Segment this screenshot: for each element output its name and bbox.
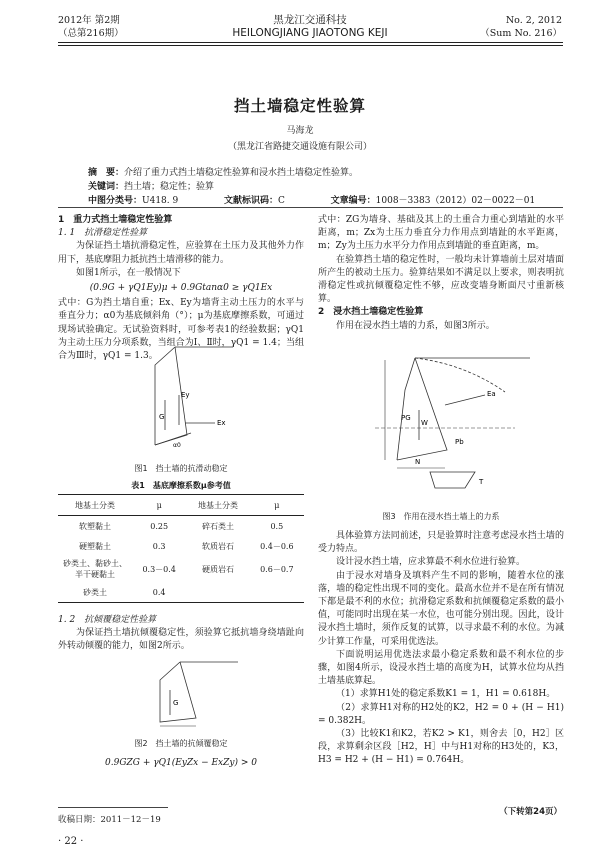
table-row <box>58 536 304 556</box>
section-2-heading: 2 浸水挡土墙稳定性验算 <box>318 307 424 318</box>
paragraph: 具体验算方法同前述，只是验算时注意考虑浸水挡土墙的受力特点。 <box>318 531 564 555</box>
received-date: 收稿日期：2011－12－19 <box>58 815 161 825</box>
keywords-label: 关键词： <box>88 182 125 192</box>
table-cell: 0.25 <box>150 521 169 531</box>
page-number: · 22 · <box>58 836 84 847</box>
paragraph: （1）求算H1处的稳定系数K1 = 1，H1 = 0.618H。 <box>336 689 556 700</box>
table-1 <box>58 494 304 603</box>
table-row <box>58 582 304 603</box>
paragraph: 在验算挡土墙的稳定性时，一般均未计算墙前土层对墙面所产生的被动土压力。验算结果如不满足以上要求，则表明抗滑稳定性或抗倾覆稳定性不够，应改变墙身断面尺寸重新核算。 <box>318 254 564 305</box>
abstract-label: 摘 要： <box>88 168 125 178</box>
table-row <box>58 556 304 582</box>
table-cell: 硬塑黏土 <box>79 541 111 551</box>
header-rule-thin <box>58 45 563 46</box>
paragraph: 如图1所示，在一般情况下 <box>76 267 181 278</box>
journal-title-cn: 黑龙江交通科技 <box>273 14 347 26</box>
continued-note: （下转第24页） <box>499 807 562 817</box>
article-title: 挡土墙稳定性验算 <box>233 97 366 115</box>
table-cell: 砂类土 <box>58 582 132 603</box>
table-cell: 0.6－0.7 <box>260 564 294 574</box>
fig3-ea-arrow <box>445 395 485 405</box>
table-header-cell: μ <box>250 495 304 516</box>
table-cell: 0.5 <box>270 521 284 531</box>
abstract-text: 介绍了重力式挡土墙稳定性验算和浸水挡土墙稳定性验算。 <box>124 168 359 178</box>
paragraph: 设计浸水挡土墙，应求算最不利水位进行验算。 <box>336 557 526 568</box>
table-cell <box>250 582 304 603</box>
fig3-label-w: W <box>421 419 428 427</box>
fig3-label-ea: Ea <box>487 390 496 398</box>
equation-1: (0.9G + γQ1Ey)μ + 0.9Gtanα0 ≥ γQ1Ex <box>89 283 273 294</box>
section-1-heading: 1 重力式挡土墙稳定性验算 <box>58 215 173 225</box>
table-cell: 0.3 <box>152 541 166 551</box>
section-1-1-heading: 1. 1 抗滑稳定性验算 <box>58 228 148 239</box>
classification-line <box>88 194 568 208</box>
fig3-wall-back <box>397 358 447 460</box>
fig1-line <box>155 347 175 445</box>
figure-3 <box>355 350 545 500</box>
abstract-separator <box>58 207 563 208</box>
fig3-wall-face <box>397 358 415 460</box>
paragraph: 由于浸水对墙身及填料产生不同的影响，随着水位的涨落，墙的稳定性出现不同的变化。最高水位并不是在所有情况下都是最不利的水位；抗滑稳定系数和抗倾覆稳定系数的最小值，可能同时出现在某一水位，也可能分别出现。因此，设计浸水挡土墙时，须作反复的试算，以寻求最不利的水位。为减少计算工作量，可采用优选法。 <box>318 570 564 647</box>
table-header-cell: μ <box>132 495 186 516</box>
fig1-label-g: G <box>159 413 165 421</box>
table-cell: 0.4－0.6 <box>260 541 294 551</box>
table-cell <box>186 582 249 603</box>
journal-title-en: HEILONGJIANG JIAOTONG KEJI <box>232 27 388 39</box>
author: 马海龙 <box>286 126 314 136</box>
table-header-cell: 地基土分类 <box>186 495 249 516</box>
fig2-label-g: G <box>173 699 179 707</box>
abstract <box>88 166 558 180</box>
fig3-label-pg: PG <box>401 414 411 422</box>
doc-code-value: C <box>278 196 285 206</box>
footnote-rule <box>58 807 168 808</box>
paragraph: 式中：ZG为墙身、基础及其上的土重合力重心到墙趾的水平距离，m；Zx为土压力垂直分力作用点到墙趾的水平距离，m；Zy为土压力水平分力作用点到墙趾的垂直距离，m。 <box>318 215 564 252</box>
total-left: （总第216期） <box>58 28 124 39</box>
total-right: （Sum No. 216） <box>480 28 562 39</box>
keywords <box>88 180 558 194</box>
fig3-label-pb: Pb <box>455 438 464 446</box>
paragraph: 为保证挡土墙抗倾覆稳定性，须验算它抵抗墙身绕墙趾向外转动倾覆的能力，如图2所示。 <box>58 628 304 652</box>
issue-right: No. 2, 2012 <box>505 15 562 26</box>
fig1-label-alpha: α0 <box>173 442 181 449</box>
table-row <box>58 516 304 537</box>
equation-2: 0.9GZG + γQ1(EyZx − ExZy) > 0 <box>105 758 257 768</box>
table-header-row <box>58 495 304 516</box>
figure-2 <box>140 660 240 730</box>
clc-label: 中图分类号： <box>88 196 143 206</box>
right-column-bottom <box>318 530 564 768</box>
figure-3-caption: 图3 作用在浸水挡土墙上的力系 <box>382 512 500 521</box>
paragraph: （2）求算H1对称的H2处的K2，H2 = 0 + (H − H1) = 0.382H。 <box>318 702 564 726</box>
table-header-cell: 地基土分类 <box>58 495 132 516</box>
section-1-2-heading: 1. 2 抗倾覆稳定性验算 <box>58 615 157 625</box>
article-id-value: 1008－3383（2012）02－0022－01 <box>375 196 536 206</box>
paragraph: 为保证挡土墙抗滑稳定性，应验算在土压力及其他外力作用下，基底摩阻力抵抗挡土墙滑移的能力。 <box>58 241 304 265</box>
table-cell: 碎石类土 <box>201 521 234 531</box>
table-cell: 软塑黏土 <box>79 521 111 531</box>
paragraph: 式中：G为挡土墙自重；Ex、Ey为墙背主动土压力的水平与垂直分力；α0为基底倾斜角（°）；μ为基底摩擦系数，可通过现场试验确定。无试验资料时，可参考表1的经验数据；γQ1为主动土压力分项系数，当组合为Ⅰ、Ⅱ时，γQ1 = 1.4；当组合为Ⅲ时，γQ1 = 1.3。 <box>58 298 304 362</box>
figure-2-caption: 图2 挡土墙的抗倾覆稳定 <box>134 739 228 748</box>
paragraph: 下面说明运用优选法求最小稳定系数和最不利水位的步骤，如图4所示，设浸水挡土墙的高度为H，试算水位均从挡土墙基底算起。 <box>318 649 564 687</box>
paragraph: 作用在浸水挡土墙的力系，如图3所示。 <box>336 320 495 331</box>
affiliation: （黑龙江省路捷交通设施有限公司） <box>227 142 372 152</box>
table-cell: 0.3－0.4 <box>142 564 176 574</box>
issue-left: 2012年 第2期 <box>58 15 120 26</box>
clc-value: U418. 9 <box>142 196 179 206</box>
figure-1 <box>135 345 235 450</box>
left-column-mid <box>58 614 304 654</box>
fig3-label-n: N <box>415 458 421 466</box>
table-cell: 砂类土、黏砂土、半干硬黏土 <box>63 559 127 579</box>
table-cell: 0.4 <box>132 582 186 603</box>
keywords-text: 挡土墙；稳定性；验算 <box>124 182 215 192</box>
fig2-wall <box>160 662 196 722</box>
doc-code-label: 文献标识码： <box>223 196 278 206</box>
table-cell: 软质岩石 <box>201 541 234 551</box>
table-1-caption: 表1 基底摩擦系数μ参考值 <box>131 481 231 490</box>
fig3-pressure-diagram <box>430 472 475 488</box>
fig1-label-ex: Ex <box>217 419 226 427</box>
paragraph: （3）比较K1和K2，若K2 > K1，则舍去［0，H2］区段，求算剩余区段［H2，H］中与H1对称的H3处的，K3，H3 = H2 + (H − H1) = 0.764H。 <box>318 729 564 766</box>
header-rule <box>58 42 563 43</box>
fig3-label-t: T <box>479 478 484 486</box>
article-id-label: 文章编号： <box>330 196 376 206</box>
figure-1-caption: 图1 挡土墙的抗滑动稳定 <box>134 464 228 473</box>
fig3-slip-curve <box>415 358 505 392</box>
right-column-top <box>318 214 564 333</box>
left-column-top <box>58 214 304 363</box>
table-cell: 硬质岩石 <box>201 564 234 574</box>
fig1-label-ey: Ey <box>181 391 190 399</box>
